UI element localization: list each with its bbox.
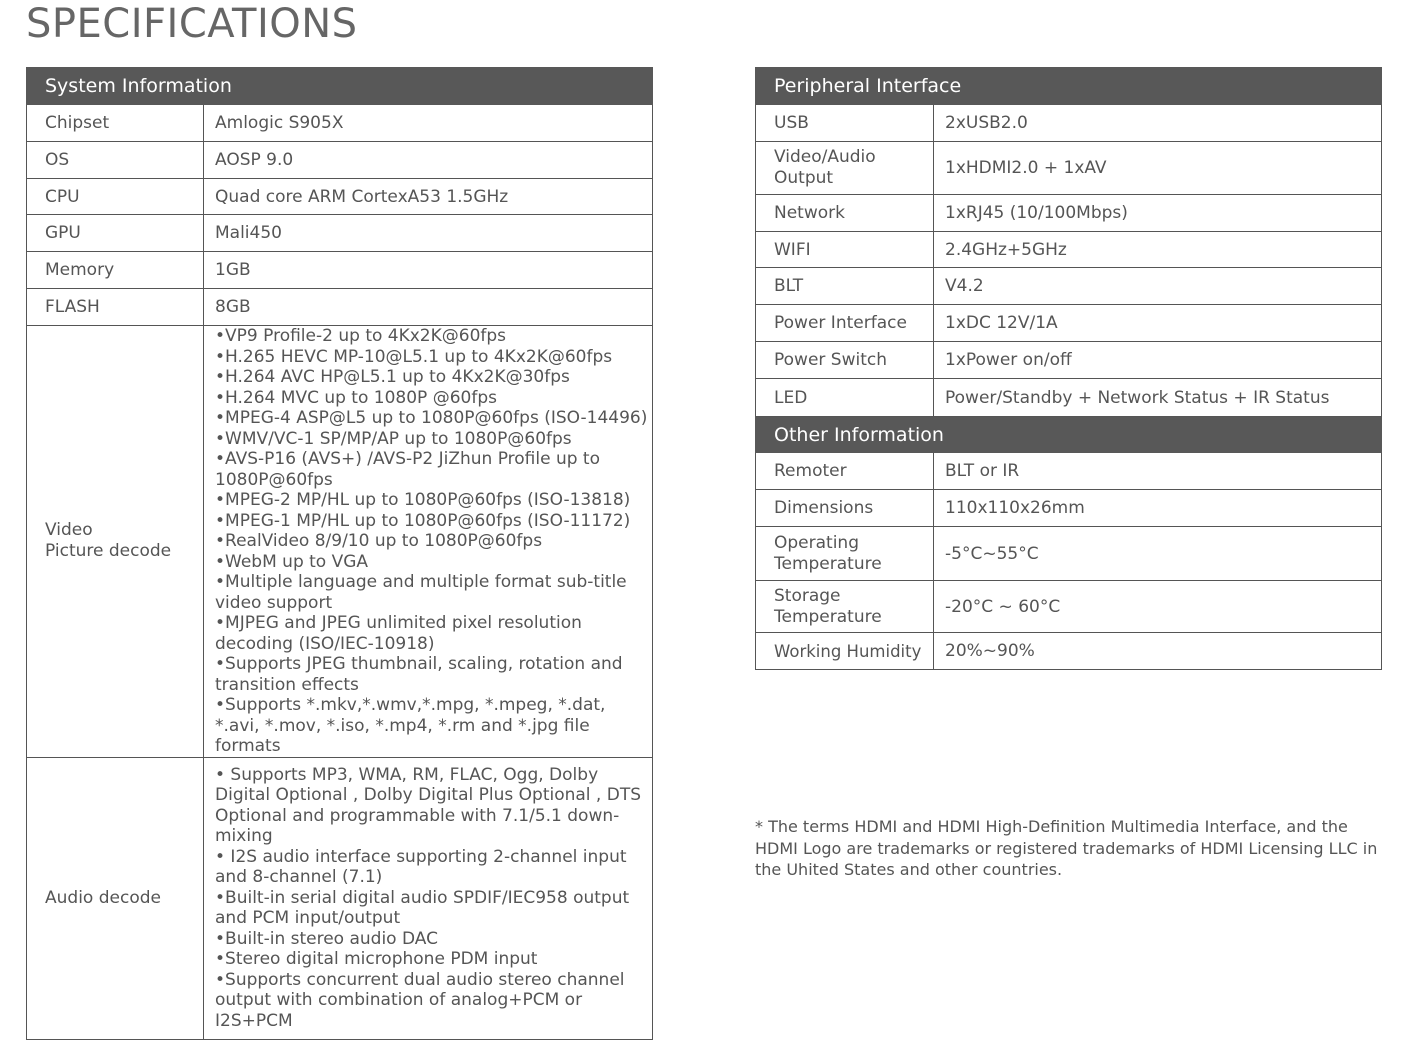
- system-information-table: [26, 67, 653, 1040]
- table-row: [27, 252, 653, 289]
- spec-label-line: Operating: [774, 532, 859, 553]
- spec-label: Memory: [27, 252, 204, 289]
- list-item: • VP9 Profile-2 up to 4Kx2K@60fps: [215, 326, 650, 347]
- table-row: [27, 289, 653, 326]
- table-row: [756, 195, 1382, 232]
- list-item: • WMV/VC-1 SP/MP/AP up to 1080P@60fps: [215, 429, 650, 450]
- spec-value-video-decode: [204, 326, 653, 758]
- list-item: • Multiple language and multiple format sub-title video support: [215, 572, 650, 613]
- spec-label: OS: [27, 142, 204, 179]
- list-item: • Built-in stereo audio DAC: [215, 929, 650, 950]
- table-header-row: [756, 68, 1382, 105]
- table-row: [27, 757, 653, 1039]
- spec-label: Working Humidity: [756, 633, 934, 670]
- spec-label: FLASH: [27, 289, 204, 326]
- table-row: [27, 142, 653, 179]
- spec-value-audio-decode: [204, 757, 653, 1039]
- spec-label: Remoter: [756, 453, 934, 490]
- table-row: [27, 326, 653, 758]
- list-item: • H.264 MVC up to 1080P @60fps: [215, 388, 650, 409]
- list-item: • I2S audio interface supporting 2-channel input and 8-channel (7.1): [215, 847, 650, 888]
- spec-label: CPU: [27, 179, 204, 215]
- peripheral-interface-table: [755, 67, 1382, 670]
- table-row: [756, 633, 1382, 670]
- list-item: • MPEG-1 MP/HL up to 1080P@60fps (ISO-11172): [215, 511, 650, 532]
- spec-value: Mali450: [204, 215, 653, 252]
- spec-value: -5°C~55°C: [934, 527, 1382, 581]
- audio-decode-list: [215, 765, 650, 1032]
- spec-label: Network: [756, 195, 934, 232]
- list-item: • WebM up to VGA: [215, 552, 650, 573]
- table-row: [756, 527, 1382, 581]
- list-item: • Built-in serial digital audio SPDIF/IEC958 output and PCM input/output: [215, 888, 650, 929]
- spec-label-audio-decode: Audio decode: [27, 757, 204, 1039]
- list-item: • H.264 AVC HP@L5.1 up to 4Kx2K@30fps: [215, 367, 650, 388]
- table-row: [756, 379, 1382, 417]
- table-header-row: [756, 417, 1382, 453]
- list-item: • H.265 HEVC MP-10@L5.1 up to 4Kx2K@60fps: [215, 347, 650, 368]
- spec-label: Dimensions: [756, 490, 934, 527]
- spec-label-line: Video: [45, 520, 93, 541]
- spec-label-line: Output: [774, 168, 834, 188]
- table-row: [27, 105, 653, 142]
- section-header-other-information: Other Information: [756, 417, 1382, 453]
- spec-label: [756, 527, 934, 581]
- list-item: • MJPEG and JPEG unlimited pixel resolution decoding (ISO/IEC-10918): [215, 613, 650, 654]
- table-row: [756, 105, 1382, 142]
- spec-value: 20%~90%: [934, 633, 1382, 670]
- table-row: [756, 453, 1382, 490]
- table-row: [27, 179, 653, 215]
- list-item: • MPEG-2 MP/HL up to 1080P@60fps (ISO-13818): [215, 490, 650, 511]
- spec-value: 1xDC 12V/1A: [934, 305, 1382, 342]
- spec-label: GPU: [27, 215, 204, 252]
- video-decode-list: [215, 326, 650, 757]
- spec-value: 1GB: [204, 252, 653, 289]
- spec-label-line: Storage: [774, 585, 841, 606]
- spec-value: Quad core ARM CortexA53 1.5GHz: [204, 179, 653, 215]
- spec-label-line: Picture decode: [45, 541, 172, 562]
- spec-value: 1xPower on/off: [934, 342, 1382, 379]
- spec-label: Power Switch: [756, 342, 934, 379]
- table-header-row: [27, 68, 653, 105]
- table-row: [756, 490, 1382, 527]
- spec-value: 1xRJ45 (10/100Mbps): [934, 195, 1382, 232]
- spec-label: BLT: [756, 268, 934, 305]
- list-item: • Supports MP3, WMA, RM, FLAC, Ogg, Dolby Digital Optional , Dolby Digital Plus Optional , DTS Optional and programmable with 7.1/5.1 down-mixing: [215, 765, 650, 847]
- section-header-system-information: System Information: [27, 68, 653, 105]
- spec-value: V4.2: [934, 268, 1382, 305]
- spec-value: -20°C ~ 60°C: [934, 581, 1382, 633]
- spec-label-line: Video/Audio: [774, 147, 876, 167]
- spec-label: USB: [756, 105, 934, 142]
- table-row: [756, 581, 1382, 633]
- table-row: [756, 268, 1382, 305]
- table-row: [27, 215, 653, 252]
- table-row: [756, 305, 1382, 342]
- list-item: • Supports JPEG thumbnail, scaling, rotation and transition effects: [215, 654, 650, 695]
- spec-label: LED: [756, 379, 934, 417]
- table-row: [756, 342, 1382, 379]
- list-item: • AVS-P16 (AVS+) /AVS-P2 JiZhun Profile up to 1080P@60fps: [215, 449, 650, 490]
- spec-value: Power/Standby + Network Status + IR Status: [934, 379, 1382, 417]
- spec-label-line: Temperature: [774, 606, 882, 627]
- spec-label: [756, 581, 934, 633]
- spec-value: AOSP 9.0: [204, 142, 653, 179]
- spec-value: 2xUSB2.0: [934, 105, 1382, 142]
- spec-value: BLT or IR: [934, 453, 1382, 490]
- spec-label: WIFI: [756, 232, 934, 268]
- spec-value: 2.4GHz+5GHz: [934, 232, 1382, 268]
- spec-label-video-decode: [27, 326, 204, 758]
- spec-label: Power Interface: [756, 305, 934, 342]
- list-item: • MPEG-4 ASP@L5 up to 1080P@60fps (ISO-14496): [215, 408, 650, 429]
- list-item: • RealVideo 8/9/10 up to 1080P@60fps: [215, 531, 650, 552]
- spec-label: Chipset: [27, 105, 204, 142]
- spec-label: [756, 142, 934, 195]
- page-title: SPECIFICATIONS: [26, 1, 358, 47]
- section-header-peripheral-interface: Peripheral Interface: [756, 68, 1382, 105]
- list-item: • Stereo digital microphone PDM input: [215, 949, 650, 970]
- spec-value: 1xHDMI2.0 + 1xAV: [934, 142, 1382, 195]
- trademark-footnote: * The terms HDMI and HDMI High-Definition Multimedia Interface, and the HDMI Logo are trademarks or registered trademarks of HDMI Licensing LLC in the Uhited States and other countries.: [755, 817, 1378, 879]
- spec-value: 110x110x26mm: [934, 490, 1382, 527]
- spec-value: Amlogic S905X: [204, 105, 653, 142]
- list-item: • Supports concurrent dual audio stereo channel output with combination of analog+PCM or I2S+PCM: [215, 970, 650, 1032]
- table-row: [756, 232, 1382, 268]
- table-row: [756, 142, 1382, 195]
- spec-value: 8GB: [204, 289, 653, 326]
- list-item: • Supports *.mkv,*.wmv,*.mpg, *.mpeg, *.dat, *.avi, *.mov, *.iso, *.mp4, *.rm and *.jpg file formats: [215, 695, 650, 757]
- spec-label-line: Temperature: [774, 553, 882, 574]
